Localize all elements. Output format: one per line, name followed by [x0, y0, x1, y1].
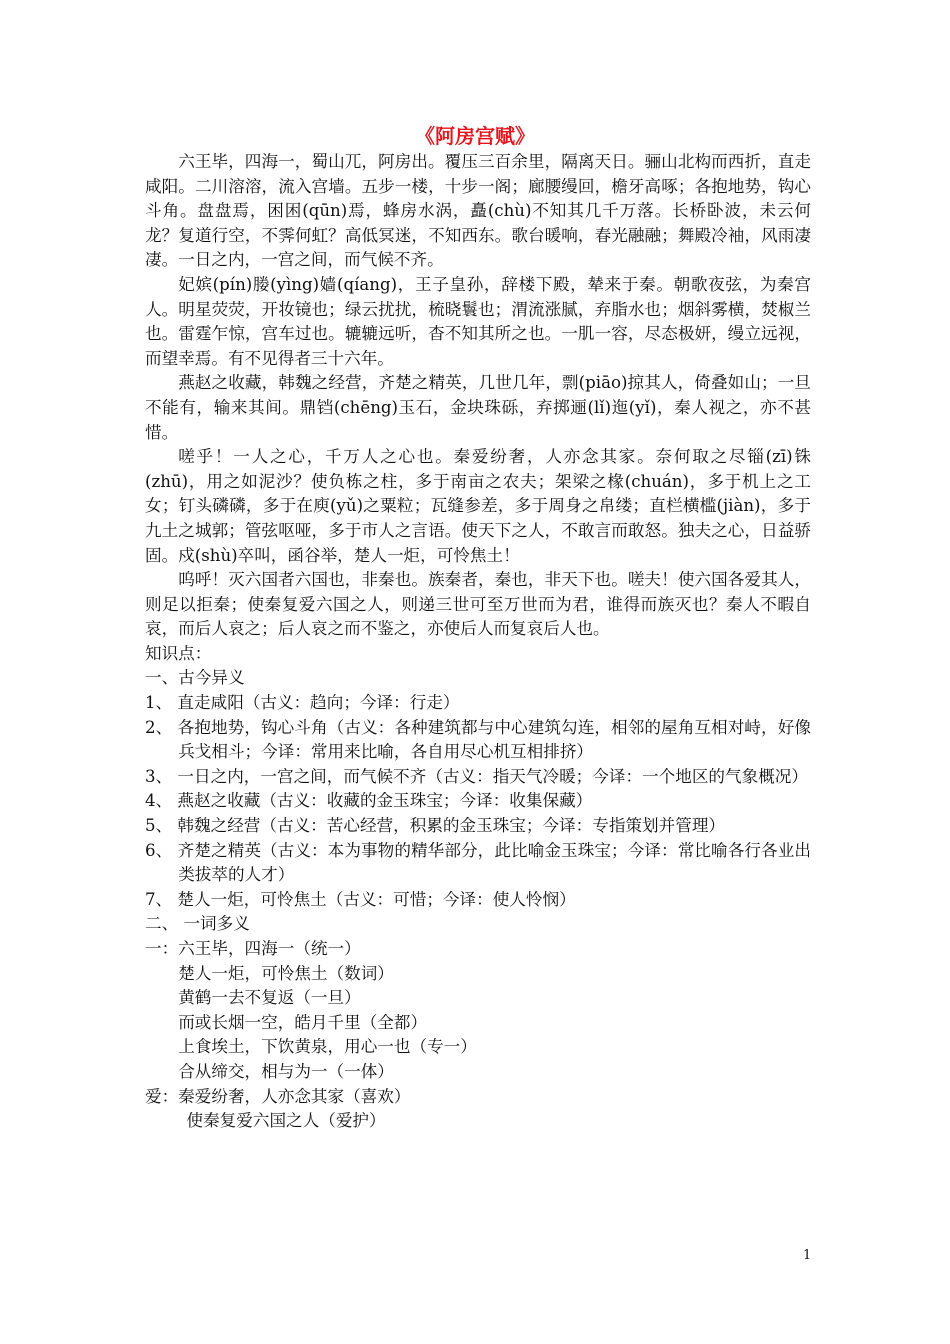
paragraph-5: 呜呼！灭六国者六国也，非秦也。族秦者，秦也，非天下也。嗟夫！使六国各爱其人，则足以拒秦；使秦复爱六国之人，则递三世可至万世而为君，谁得而族灭也？秦人不暇自哀，而后人哀之；后人哀之而不鉴之，亦使后人而复哀后人也。: [145, 570, 811, 639]
document-title: 《阿房宫赋》: [415, 124, 535, 148]
paragraph-2: 妃嫔(pín)媵(yìng)嫱(qíang)，王子皇孙，辞楼下殿，辇来于秦。朝歌夜弦，为秦宫人。明星荧荧，开妆镜也；绿云扰扰，梳晓鬟也；渭流涨腻，弃脂水也；烟斜雾横，焚椒兰也。雷霆乍惊，宫车过也。辘辘远听，杳不知其所之也。一肌一容，尽态极妍，缦立远视，而望幸焉。有不见得者三十六年。: [145, 274, 811, 368]
list-item: 5、 韩魏之经营（古义：苦心经营，积累的金玉珠宝；今译：专指策划并管理）: [145, 816, 726, 836]
list-item: 上食埃土，下饮黄泉，用心一也（专一）: [178, 1037, 477, 1057]
list-item: 7、 楚人一炬，可怜焦土（古义：可惜；今译：使人怜悯）: [145, 889, 576, 909]
list-item: 黄鹤一去不复返（一旦）: [178, 988, 361, 1008]
polysemy-yi-head: 一：六王毕，四海一（统一）: [145, 939, 361, 958]
paragraph-4: 嗟乎！一人之心，千万人之心也。秦爱纷奢，人亦念其家。奈何取之尽锱(zī)铢(zhū)，用之如泥沙？使负栋之柱，多于南亩之农夫；架梁之椽(chuán)，多于机上之工女；钉头磷磷，多于在庾(yǔ)之粟粒；瓦缝参差，多于周身之帛缕；直栏横槛(jiàn)，多于九土之城郭；管弦呕哑，多于市人之言语。使天下之人，不敢言而敢怒。独夫之心，日益骄固。戍(shù)卒叫，函谷举，楚人一炬，可怜焦土！: [145, 447, 811, 565]
list-item: 3、 一日之内，一宫之间，而气候不齐（古义：指天气冷暖；今译：一个地区的气象概况）: [145, 766, 808, 786]
knowledge-label: 知识点：: [145, 643, 212, 663]
list-item: 2、 各抱地势，钩心斗角（古义：各种建筑都与中心建筑勾连，相邻的屋角互相对峙，好像兵戈相斗；今译：常用来比喻，各自用尽心机互相排挤）: [145, 717, 811, 762]
list-item: 4、 燕赵之收藏（古义：收藏的金玉珠宝；今译：收集保藏）: [145, 791, 593, 811]
paragraph-3: 燕赵之收藏，韩魏之经营，齐楚之精英，几世几年，剽(piāo)掠其人，倚叠如山；一旦不能有，输来其间。鼎铛(chēng)玉石，金块珠砾，弃掷逦(lǐ)迤(yǐ)，秦人视之，亦不甚惜。: [145, 373, 811, 442]
polysemy-ai-head: 爱：秦爱纷奢，人亦念其家（喜欢）: [145, 1086, 411, 1106]
list-item: 楚人一炬，可怜焦土（数词）: [178, 963, 394, 983]
paragraph-1: 六王毕，四海一，蜀山兀，阿房出。覆压三百余里，隔离天日。骊山北构而西折，直走咸阳。二川溶溶，流入宫墙。五步一楼，十步一阁；廊腰缦回，檐牙高啄；各抱地势，钩心斗角。盘盘焉，困困(qūn)焉，蜂房水涡，矗(chù)不知其几千万落。长桥卧波，未云何龙？复道行空，不霁何虹？高低冥迷，不知西东。歌台暖响，春光融融；舞殿冷袖，风雨凄凄。一日之内，一宫之间，而气候不齐。: [145, 152, 811, 270]
list-item: 而或长烟一空，皓月千里（全都）: [178, 1012, 428, 1032]
list-item: 1、 直走咸阳（古义：趋向；今译：行走）: [145, 693, 460, 713]
section-heading-ancient-modern: 一、古今异义: [145, 668, 245, 688]
document-body: [145, 150, 811, 1134]
list-item: 6、 齐楚之精英（古义：本为事物的精华部分，此比喻金玉珠宝；今译：常比喻各行各业出类拔萃的人才）: [145, 840, 811, 885]
list-item: 合从缔交，相与为一（一体）: [178, 1061, 394, 1081]
page-number: 1: [803, 1248, 812, 1263]
list-item: 使秦复爱六国之人（爱护）: [186, 1111, 386, 1131]
section-heading-polysemy: 二、 一词多义: [145, 914, 250, 934]
